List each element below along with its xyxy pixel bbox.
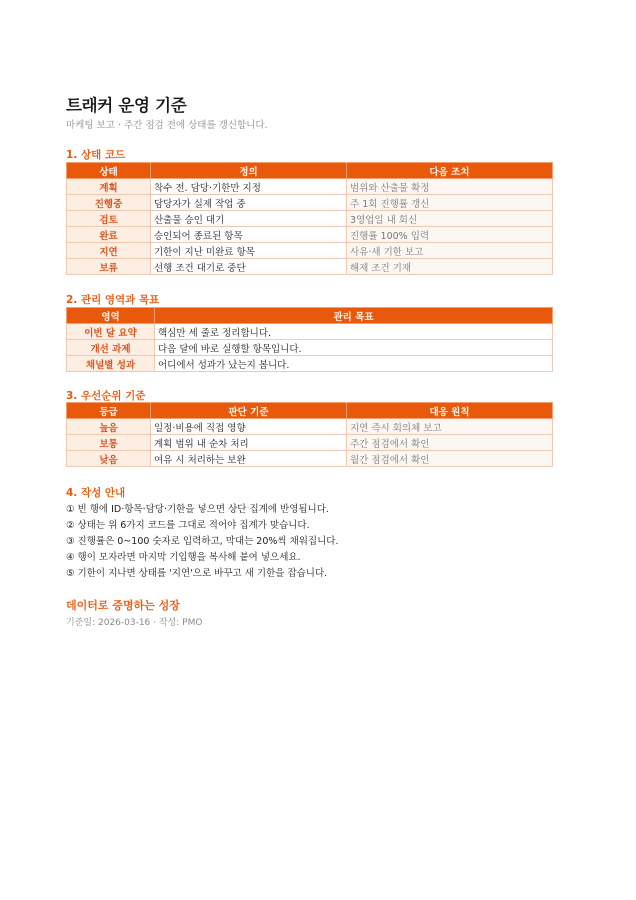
table-row <box>67 179 553 195</box>
table-row <box>67 356 553 372</box>
status-code-cell: 진행중 <box>67 195 151 211</box>
principle-cell: 월간 점검에서 확인 <box>347 451 553 467</box>
status-code-cell: 지연 <box>67 243 151 259</box>
grade-cell: 낮음 <box>67 451 151 467</box>
section-heading-management-areas: 2. 관리 영역과 목표 <box>66 294 160 306</box>
definition-cell: 승인되어 종료된 항목 <box>151 227 347 243</box>
grade-cell: 높음 <box>67 419 151 435</box>
table-row <box>67 211 553 227</box>
status-code-cell: 보류 <box>67 259 151 275</box>
table-header-row <box>67 163 553 179</box>
next-action-cell: 주 1회 진행률 갱신 <box>347 195 553 211</box>
table-row <box>67 195 553 211</box>
criteria-cell: 일정·비용에 직접 영향 <box>151 419 347 435</box>
area-cell: 채널별 성과 <box>67 356 155 372</box>
next-action-cell: 해제 조건 기재 <box>347 259 553 275</box>
table-header-row <box>67 308 553 324</box>
section-heading-status-codes: 1. 상태 코드 <box>66 149 126 161</box>
guide-note: ⑤ 기한이 지나면 상태를 '지연'으로 바꾸고 새 기한을 잡습니다. <box>66 568 328 579</box>
definition-cell: 착수 전. 담당·기한만 지정 <box>151 179 347 195</box>
principle-cell: 주간 점검에서 확인 <box>347 435 553 451</box>
section-heading-writing-guide: 4. 작성 안내 <box>66 487 126 499</box>
status-code-table <box>66 162 553 275</box>
table-header-row <box>67 403 553 419</box>
management-area-table <box>66 307 553 372</box>
status-code-cell: 완료 <box>67 227 151 243</box>
definition-cell: 담당자가 실제 작업 중 <box>151 195 347 211</box>
table-row <box>67 435 553 451</box>
goal-cell: 핵심만 세 줄로 정리합니다. <box>155 324 553 340</box>
column-header-definition: 정의 <box>151 163 347 179</box>
closing-slogan: 데이터로 증명하는 성장 <box>66 599 180 612</box>
column-header-grade: 등급 <box>67 403 151 419</box>
column-header-principle: 대응 원칙 <box>347 403 553 419</box>
grade-cell: 보통 <box>67 435 151 451</box>
section-heading-priority: 3. 우선순위 기준 <box>66 390 146 402</box>
guide-note: ① 빈 행에 ID·항목·담당·기한을 넣으면 상단 집계에 반영됩니다. <box>66 504 329 515</box>
criteria-cell: 여유 시 처리하는 보완 <box>151 451 347 467</box>
principle-cell: 지연 즉시 회의체 보고 <box>347 419 553 435</box>
area-cell: 개선 과제 <box>67 340 155 356</box>
definition-cell: 산출물 승인 대기 <box>151 211 347 227</box>
status-code-cell: 검토 <box>67 211 151 227</box>
page-title: 트래커 운영 기준 <box>66 96 187 115</box>
definition-cell: 선행 조건 대기로 중단 <box>151 259 347 275</box>
page-subtitle: 마케팅 보고 · 주간 점검 전에 상태를 갱신합니다. <box>66 120 268 131</box>
table-row <box>67 227 553 243</box>
column-header-next-action: 다음 조치 <box>347 163 553 179</box>
table-row <box>67 243 553 259</box>
document-meta: 기준일: 2026-03-16 · 작성: PMO <box>66 618 203 628</box>
definition-cell: 기한이 지난 미완료 항목 <box>151 243 347 259</box>
guide-note: ② 상태는 위 6가지 코드를 그대로 적어야 집계가 맞습니다. <box>66 520 310 531</box>
priority-table <box>66 402 553 467</box>
goal-cell: 어디에서 성과가 났는지 봅니다. <box>155 356 553 372</box>
goal-cell: 다음 달에 바로 실행할 항목입니다. <box>155 340 553 356</box>
column-header-area: 영역 <box>67 308 155 324</box>
status-code-cell: 계획 <box>67 179 151 195</box>
column-header-goal: 관리 목표 <box>155 308 553 324</box>
column-header-status: 상태 <box>67 163 151 179</box>
guide-note: ④ 행이 모자라면 마지막 기입행을 복사해 붙여 넣으세요. <box>66 552 301 563</box>
table-row <box>67 324 553 340</box>
next-action-cell: 3영업일 내 회신 <box>347 211 553 227</box>
next-action-cell: 사유·새 기한 보고 <box>347 243 553 259</box>
table-row <box>67 259 553 275</box>
next-action-cell: 범위와 산출물 확정 <box>347 179 553 195</box>
criteria-cell: 계획 범위 내 순차 처리 <box>151 435 347 451</box>
table-row <box>67 340 553 356</box>
table-row <box>67 451 553 467</box>
table-row <box>67 419 553 435</box>
next-action-cell: 진행률 100% 입력 <box>347 227 553 243</box>
column-header-criteria: 판단 기준 <box>151 403 347 419</box>
guide-note: ③ 진행률은 0~100 숫자로 입력하고, 막대는 20%씩 채워집니다. <box>66 536 339 547</box>
area-cell: 이번 달 요약 <box>67 324 155 340</box>
